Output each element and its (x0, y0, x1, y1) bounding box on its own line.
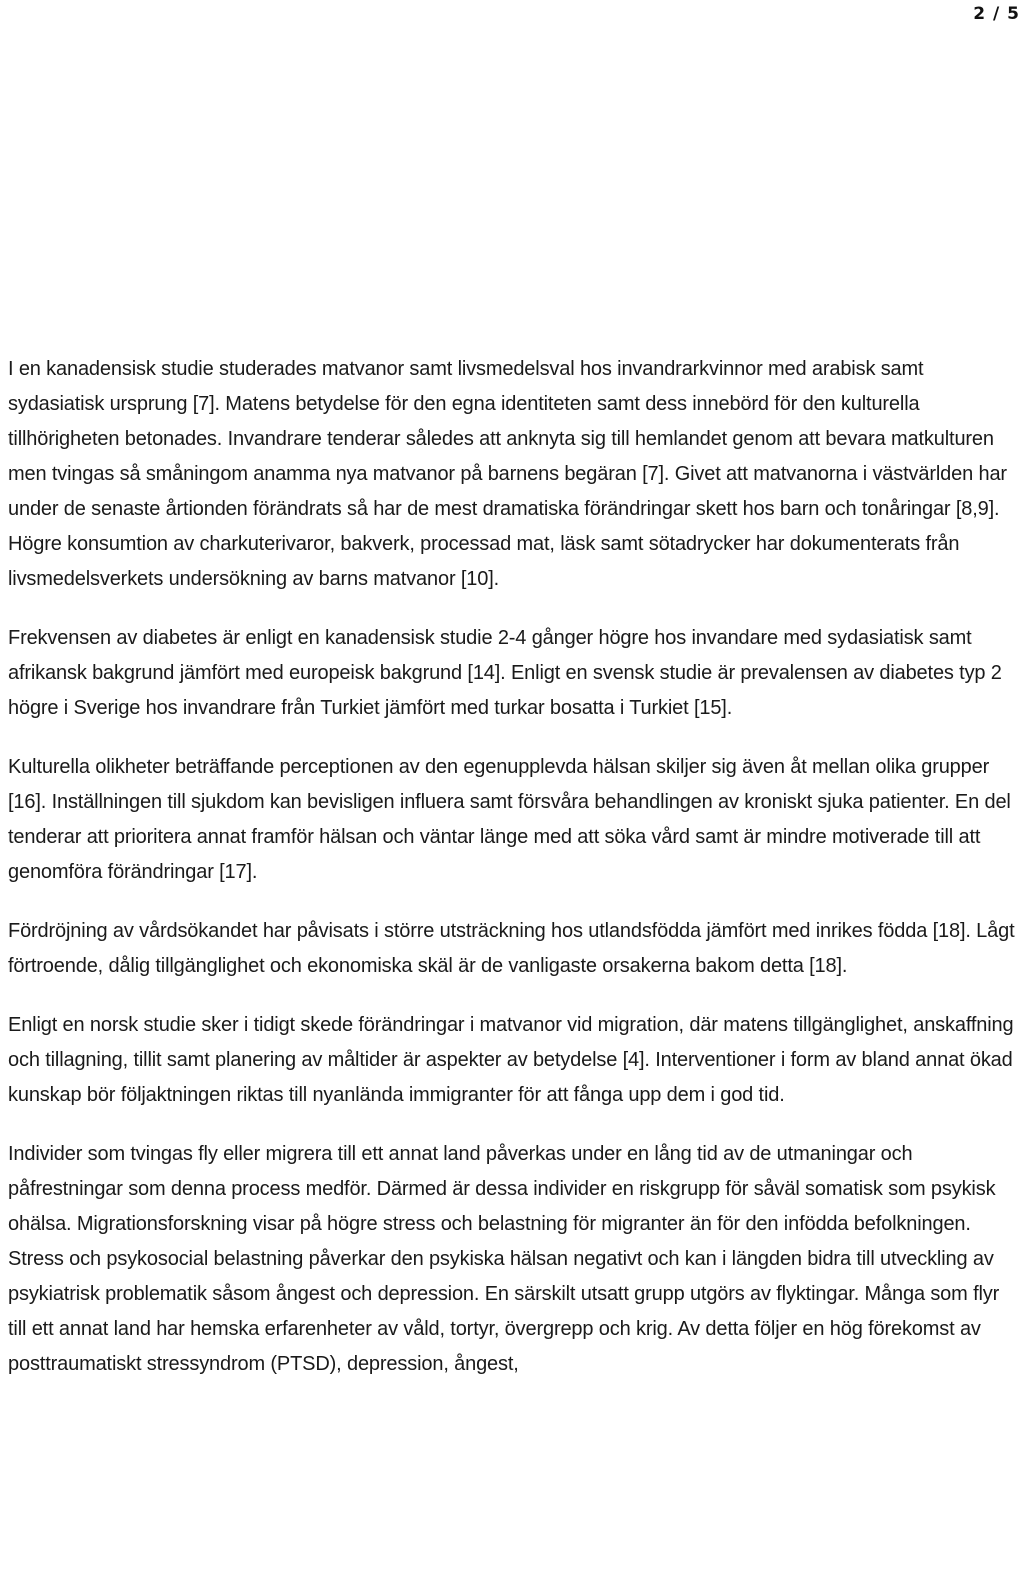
paragraph-diabetes-frequency: Frekvensen av diabetes är enligt en kanadensisk studie 2-4 gånger högre hos invandare med sydasiatisk samt afrikansk bakgrund jämfört med europeisk bakgrund [14]. Enligt en svensk studie är prevalensen av diabetes typ 2 högre i Sverige hos invandrare från Turkiet jämfört med turkar bosatta i Turkiet [15]. (8, 627, 1002, 719)
paragraph-norwegian-study: Enligt en norsk studie sker i tidigt skede förändringar i matvanor vid migration, där matens tillgänglighet, anskaffning och tillagning, tillit samt planering av måltider är aspekter av betydelse [4]. Interventioner i form av bland annat ökad kunskap bör följaktningen riktas till nyanlända immigranter för att fånga upp dem i god tid. (8, 1014, 1014, 1106)
paragraph-cultural-differences: Kulturella olikheter beträffande perceptionen av den egenupplevda hälsan skiljer sig även åt mellan olika grupper [16]. Inställningen till sjukdom kan bevisligen influera samt försvåra behandlingen av kroniskt sjuka patienter. En del tenderar att prioritera annat framför hälsan och väntar länge med att söka vård samt är mindre motiverade till att genomföra förändringar [17]. (8, 756, 1011, 883)
paragraph-migration-stress: Individer som tvingas fly eller migrera till ett annat land påverkas under en lång tid av de utmaningar och påfrestningar som denna process medför. Därmed är dessa individer en riskgrupp för såväl somatisk som psykisk ohälsa. Migrationsforskning visar på högre stress och belastning för migranter än för den infödda befolkningen. Stress och psykosocial belastning påverkar den psykiska hälsan negativt och kan i längden bidra till utveckling av psykiatrisk problematik såsom ångest och depression. En särskilt utsatt grupp utgörs av flyktingar. Många som flyr till ett annat land har hemska erfarenheter av våld, tortyr, övergrepp och krig. Av detta följer en hög förekomst av posttraumatiskt stressyndrom (PTSD), depression, ångest, (8, 1143, 1000, 1375)
page-number: 2 / 5 (973, 4, 1020, 24)
document-body (8, 352, 1020, 1382)
paragraph-care-delay: Fördröjning av vårdsökandet har påvisats i större utsträckning hos utlandsfödda jämfört med inrikes födda [18]. Lågt förtroende, dålig tillgänglighet och ekonomiska skäl är de vanligaste orsakerna bakom detta [18]. (8, 920, 1015, 977)
paragraph-dietary-habits: I en kanadensisk studie studerades matvanor samt livsmedelsval hos invandrarkvinnor med arabisk samt sydasiatisk ursprung [7]. Matens betydelse för den egna identiteten samt dess innebörd för den kulturella tillhörigheten betonades. Invandrare tenderar således att anknyta sig till hemlandet genom att bevara matkulturen men tvingas så småningom anamma nya matvanor på barnens begäran [7]. Givet att matvanorna i västvärlden har under de senaste årtionden förändrats så har de mest dramatiska förändringar skett hos barn och tonåringar [8,9]. Högre konsumtion av charkuterivaror, bakverk, processad mat, läsk samt sötadrycker har dokumenterats från livsmedelsverkets undersökning av barns matvanor [10]. (8, 358, 1007, 590)
